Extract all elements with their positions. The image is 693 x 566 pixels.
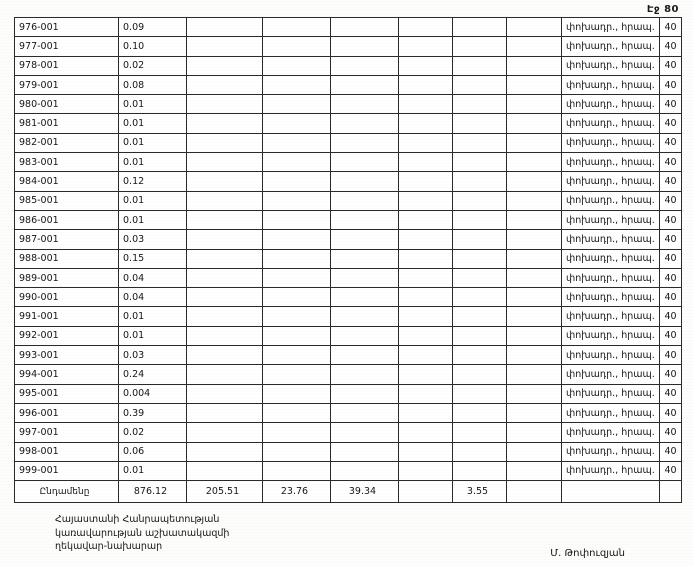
table-row: [15, 346, 682, 365]
cell-amount-6: [453, 403, 507, 422]
cell-amount-7: [507, 268, 562, 287]
cell-amount-1: 0.01: [119, 326, 187, 345]
table-row: [15, 384, 682, 403]
table-row: [15, 230, 682, 249]
cell-note: փոխադր., հրապ.: [562, 288, 660, 307]
cell-amount-7: [507, 210, 562, 229]
total-label: Ընդամենը: [15, 481, 119, 503]
cell-amount-3: [263, 249, 331, 268]
cell-amount-2: [187, 288, 263, 307]
cell-amount-7: [507, 56, 562, 75]
footer-line-3: ղեկավար-նախարար: [55, 541, 163, 552]
cell-amount-6: [453, 95, 507, 114]
cell-note: փոխադր., հրապ.: [562, 461, 660, 480]
cell-note: փոխադր., հրապ.: [562, 384, 660, 403]
cell-amount-3: [263, 114, 331, 133]
table-total-row: [15, 481, 682, 503]
cell-amount-7: [507, 442, 562, 461]
cell-code: 988-001: [15, 249, 119, 268]
cell-amount-7: [507, 191, 562, 210]
cell-amount-6: [453, 114, 507, 133]
cell-amount-3: [263, 56, 331, 75]
cell-code: 997-001: [15, 423, 119, 442]
cell-amount-3: [263, 230, 331, 249]
cell-amount-1: 0.24: [119, 365, 187, 384]
cell-amount-5: [399, 442, 453, 461]
cell-amount-6: [453, 210, 507, 229]
table-row: [15, 191, 682, 210]
cell-mark: 40: [660, 114, 682, 133]
cell-amount-7: [507, 307, 562, 326]
cell-amount-7: [507, 423, 562, 442]
table-row: [15, 461, 682, 480]
signature-name: Մ. Թոփուզյան: [550, 548, 625, 559]
cell-code: 982-001: [15, 133, 119, 152]
total-note: [562, 481, 660, 503]
cell-code: 979-001: [15, 75, 119, 94]
cell-amount-4: [331, 210, 399, 229]
cell-amount-5: [399, 307, 453, 326]
cell-code: 983-001: [15, 153, 119, 172]
cell-note: փոխադր., հրապ.: [562, 346, 660, 365]
cell-amount-1: 0.01: [119, 461, 187, 480]
cell-amount-5: [399, 365, 453, 384]
cell-amount-4: [331, 114, 399, 133]
cell-amount-2: [187, 384, 263, 403]
cell-amount-5: [399, 461, 453, 480]
cell-amount-6: [453, 442, 507, 461]
cell-amount-4: [331, 75, 399, 94]
table-body: [15, 18, 682, 503]
cell-amount-1: 0.09: [119, 18, 187, 37]
cell-note: փոխադր., հրապ.: [562, 56, 660, 75]
cell-amount-2: [187, 365, 263, 384]
cell-code: 992-001: [15, 326, 119, 345]
cell-amount-3: [263, 288, 331, 307]
cell-amount-5: [399, 268, 453, 287]
footer-line-2: կառավարության աշխատակազմի: [55, 527, 230, 539]
cell-amount-5: [399, 153, 453, 172]
cell-amount-6: [453, 75, 507, 94]
cell-code: 991-001: [15, 307, 119, 326]
cell-note: փոխադր., հրապ.: [562, 210, 660, 229]
cell-amount-5: [399, 423, 453, 442]
cell-amount-1: 0.10: [119, 37, 187, 56]
cell-mark: 40: [660, 326, 682, 345]
cell-mark: 40: [660, 172, 682, 191]
cell-amount-4: [331, 384, 399, 403]
table-row: [15, 114, 682, 133]
cell-amount-5: [399, 56, 453, 75]
cell-amount-5: [399, 230, 453, 249]
cell-amount-3: [263, 18, 331, 37]
cell-amount-2: [187, 423, 263, 442]
cell-code: 989-001: [15, 268, 119, 287]
cell-amount-7: [507, 172, 562, 191]
cell-mark: 40: [660, 56, 682, 75]
cell-amount-7: [507, 114, 562, 133]
cell-mark: 40: [660, 442, 682, 461]
cell-amount-3: [263, 133, 331, 152]
cell-amount-4: [331, 95, 399, 114]
cell-amount-4: [331, 133, 399, 152]
cell-amount-2: [187, 75, 263, 94]
cell-note: փոխադր., հրապ.: [562, 191, 660, 210]
cell-code: 976-001: [15, 18, 119, 37]
cell-mark: 40: [660, 75, 682, 94]
cell-amount-5: [399, 114, 453, 133]
cell-amount-2: [187, 461, 263, 480]
table-row: [15, 37, 682, 56]
cell-amount-7: [507, 461, 562, 480]
cell-code: 990-001: [15, 288, 119, 307]
cell-amount-4: [331, 37, 399, 56]
table-row: [15, 75, 682, 94]
cell-amount-3: [263, 461, 331, 480]
cell-amount-2: [187, 95, 263, 114]
cell-amount-1: 0.08: [119, 75, 187, 94]
cell-amount-1: 0.01: [119, 95, 187, 114]
cell-note: փոխադր., հրապ.: [562, 172, 660, 191]
cell-mark: 40: [660, 307, 682, 326]
cell-amount-4: [331, 172, 399, 191]
cell-amount-6: [453, 288, 507, 307]
cell-amount-1: 0.02: [119, 56, 187, 75]
cell-amount-1: 0.01: [119, 307, 187, 326]
cell-amount-7: [507, 37, 562, 56]
data-table-container: [14, 17, 681, 503]
cell-amount-3: [263, 365, 331, 384]
cell-amount-6: [453, 365, 507, 384]
cell-amount-7: [507, 75, 562, 94]
cell-amount-2: [187, 37, 263, 56]
cell-amount-3: [263, 403, 331, 422]
cell-code: 993-001: [15, 346, 119, 365]
cell-amount-3: [263, 442, 331, 461]
cell-amount-1: 0.03: [119, 230, 187, 249]
cell-note: փոխադր., հրապ.: [562, 403, 660, 422]
cell-amount-4: [331, 346, 399, 365]
cell-amount-5: [399, 18, 453, 37]
cell-mark: 40: [660, 210, 682, 229]
cell-note: փոխադր., հրապ.: [562, 365, 660, 384]
table-row: [15, 268, 682, 287]
cell-amount-4: [331, 191, 399, 210]
cell-amount-3: [263, 153, 331, 172]
cell-amount-1: 0.12: [119, 172, 187, 191]
cell-code: 977-001: [15, 37, 119, 56]
table-row: [15, 172, 682, 191]
cell-note: փոխադր., հրապ.: [562, 307, 660, 326]
cell-mark: 40: [660, 384, 682, 403]
cell-amount-6: [453, 191, 507, 210]
cell-amount-3: [263, 346, 331, 365]
table-row: [15, 403, 682, 422]
cell-amount-6: [453, 346, 507, 365]
cell-amount-4: [331, 230, 399, 249]
cell-mark: 40: [660, 37, 682, 56]
cell-amount-1: 0.06: [119, 442, 187, 461]
cell-amount-4: [331, 268, 399, 287]
cell-amount-6: [453, 56, 507, 75]
cell-amount-1: 0.39: [119, 403, 187, 422]
cell-note: փոխադր., հրապ.: [562, 114, 660, 133]
cell-amount-5: [399, 403, 453, 422]
cell-amount-4: [331, 307, 399, 326]
cell-amount-7: [507, 18, 562, 37]
cell-amount-1: 0.02: [119, 423, 187, 442]
cell-amount-5: [399, 37, 453, 56]
cell-code: 999-001: [15, 461, 119, 480]
cell-amount-1: 0.004: [119, 384, 187, 403]
cell-amount-5: [399, 172, 453, 191]
cell-amount-3: [263, 268, 331, 287]
cell-amount-2: [187, 133, 263, 152]
table-row: [15, 307, 682, 326]
cell-amount-1: 0.01: [119, 114, 187, 133]
cell-amount-5: [399, 210, 453, 229]
cell-amount-1: 0.01: [119, 210, 187, 229]
cell-amount-6: [453, 133, 507, 152]
cell-amount-7: [507, 384, 562, 403]
cell-code: 985-001: [15, 191, 119, 210]
cell-amount-3: [263, 172, 331, 191]
cell-code: 995-001: [15, 384, 119, 403]
cell-mark: 40: [660, 191, 682, 210]
table-row: [15, 153, 682, 172]
cell-amount-4: [331, 288, 399, 307]
cell-mark: 40: [660, 18, 682, 37]
cell-amount-2: [187, 307, 263, 326]
cell-amount-1: 0.15: [119, 249, 187, 268]
cell-mark: 40: [660, 346, 682, 365]
cell-amount-6: [453, 37, 507, 56]
cell-amount-4: [331, 153, 399, 172]
cell-amount-4: [331, 18, 399, 37]
cell-amount-7: [507, 288, 562, 307]
cell-amount-4: [331, 365, 399, 384]
table-row: [15, 423, 682, 442]
cell-amount-3: [263, 307, 331, 326]
table-row: [15, 210, 682, 229]
cell-amount-6: [453, 230, 507, 249]
cell-amount-7: [507, 95, 562, 114]
cell-amount-2: [187, 153, 263, 172]
cell-amount-2: [187, 230, 263, 249]
cell-code: 984-001: [15, 172, 119, 191]
cell-note: փոխադր., հրապ.: [562, 95, 660, 114]
cell-code: 986-001: [15, 210, 119, 229]
cell-note: փոխադր., հրապ.: [562, 153, 660, 172]
cell-note: փոխադր., հրապ.: [562, 37, 660, 56]
cell-amount-7: [507, 326, 562, 345]
cell-note: փոխադր., հրապ.: [562, 442, 660, 461]
cell-amount-7: [507, 403, 562, 422]
cell-amount-1: 0.01: [119, 133, 187, 152]
cell-mark: 40: [660, 423, 682, 442]
cell-mark: 40: [660, 461, 682, 480]
cell-amount-4: [331, 326, 399, 345]
cell-amount-3: [263, 37, 331, 56]
cell-mark: 40: [660, 133, 682, 152]
table-row: [15, 249, 682, 268]
cell-amount-2: [187, 346, 263, 365]
cell-code: 980-001: [15, 95, 119, 114]
cell-amount-3: [263, 384, 331, 403]
cell-amount-4: [331, 403, 399, 422]
cell-mark: 40: [660, 365, 682, 384]
total-mark: [660, 481, 682, 503]
table-row: [15, 133, 682, 152]
cell-note: փոխադր., հրապ.: [562, 268, 660, 287]
cell-amount-3: [263, 75, 331, 94]
cell-code: 998-001: [15, 442, 119, 461]
total-amount-7: [507, 481, 562, 503]
cell-amount-1: 0.03: [119, 346, 187, 365]
cell-code: 987-001: [15, 230, 119, 249]
cell-amount-5: [399, 75, 453, 94]
cell-amount-5: [399, 133, 453, 152]
total-amount-4: 39.34: [331, 481, 399, 503]
cell-code: 978-001: [15, 56, 119, 75]
cell-note: փոխադր., հրապ.: [562, 133, 660, 152]
cell-mark: 40: [660, 95, 682, 114]
cell-mark: 40: [660, 288, 682, 307]
cell-amount-3: [263, 210, 331, 229]
cell-amount-6: [453, 326, 507, 345]
cell-mark: 40: [660, 249, 682, 268]
cell-amount-7: [507, 230, 562, 249]
cell-mark: 40: [660, 268, 682, 287]
cell-amount-2: [187, 326, 263, 345]
total-amount-1: 876.12: [119, 481, 187, 503]
cell-amount-2: [187, 249, 263, 268]
cell-amount-4: [331, 423, 399, 442]
cell-amount-2: [187, 191, 263, 210]
cell-amount-4: [331, 249, 399, 268]
cell-note: փոխադր., հրապ.: [562, 230, 660, 249]
cell-amount-6: [453, 461, 507, 480]
cell-note: փոխադր., հրապ.: [562, 249, 660, 268]
cell-note: փոխադր., հրապ.: [562, 326, 660, 345]
cell-amount-3: [263, 423, 331, 442]
cell-amount-1: 0.01: [119, 191, 187, 210]
table-row: [15, 365, 682, 384]
cell-amount-5: [399, 346, 453, 365]
table-row: [15, 326, 682, 345]
data-table: [14, 17, 682, 503]
cell-amount-3: [263, 95, 331, 114]
total-amount-2: 205.51: [187, 481, 263, 503]
cell-amount-3: [263, 191, 331, 210]
cell-amount-6: [453, 268, 507, 287]
cell-amount-1: 0.04: [119, 288, 187, 307]
cell-amount-3: [263, 326, 331, 345]
cell-code: 994-001: [15, 365, 119, 384]
cell-amount-6: [453, 172, 507, 191]
cell-amount-7: [507, 346, 562, 365]
cell-note: փոխադր., հրապ.: [562, 18, 660, 37]
cell-amount-6: [453, 384, 507, 403]
cell-code: 981-001: [15, 114, 119, 133]
cell-amount-2: [187, 114, 263, 133]
table-row: [15, 442, 682, 461]
cell-amount-7: [507, 249, 562, 268]
cell-amount-5: [399, 384, 453, 403]
cell-amount-5: [399, 249, 453, 268]
footer-block: [55, 513, 229, 554]
page-number-label: Էջ 80: [646, 4, 679, 15]
cell-amount-7: [507, 365, 562, 384]
cell-amount-2: [187, 172, 263, 191]
cell-amount-5: [399, 191, 453, 210]
cell-amount-5: [399, 288, 453, 307]
table-row: [15, 288, 682, 307]
cell-amount-6: [453, 423, 507, 442]
table-row: [15, 56, 682, 75]
cell-mark: 40: [660, 153, 682, 172]
footer-line-1: Հայաստանի Հանրապետության: [55, 514, 220, 525]
cell-amount-2: [187, 56, 263, 75]
cell-amount-6: [453, 153, 507, 172]
cell-amount-4: [331, 442, 399, 461]
table-row: [15, 18, 682, 37]
total-amount-3: 23.76: [263, 481, 331, 503]
total-amount-6: 3.55: [453, 481, 507, 503]
total-amount-5: [399, 481, 453, 503]
cell-amount-6: [453, 18, 507, 37]
cell-amount-2: [187, 18, 263, 37]
cell-amount-2: [187, 403, 263, 422]
cell-amount-7: [507, 153, 562, 172]
cell-code: 996-001: [15, 403, 119, 422]
cell-amount-1: 0.01: [119, 153, 187, 172]
cell-amount-2: [187, 442, 263, 461]
cell-amount-7: [507, 133, 562, 152]
cell-mark: 40: [660, 403, 682, 422]
cell-amount-2: [187, 268, 263, 287]
cell-amount-4: [331, 56, 399, 75]
cell-amount-4: [331, 461, 399, 480]
table-row: [15, 95, 682, 114]
cell-amount-5: [399, 95, 453, 114]
cell-amount-1: 0.04: [119, 268, 187, 287]
cell-note: փոխադր., հրապ.: [562, 75, 660, 94]
cell-amount-5: [399, 326, 453, 345]
cell-amount-6: [453, 307, 507, 326]
cell-amount-6: [453, 249, 507, 268]
cell-amount-2: [187, 210, 263, 229]
cell-note: փոխադր., հրապ.: [562, 423, 660, 442]
cell-mark: 40: [660, 230, 682, 249]
